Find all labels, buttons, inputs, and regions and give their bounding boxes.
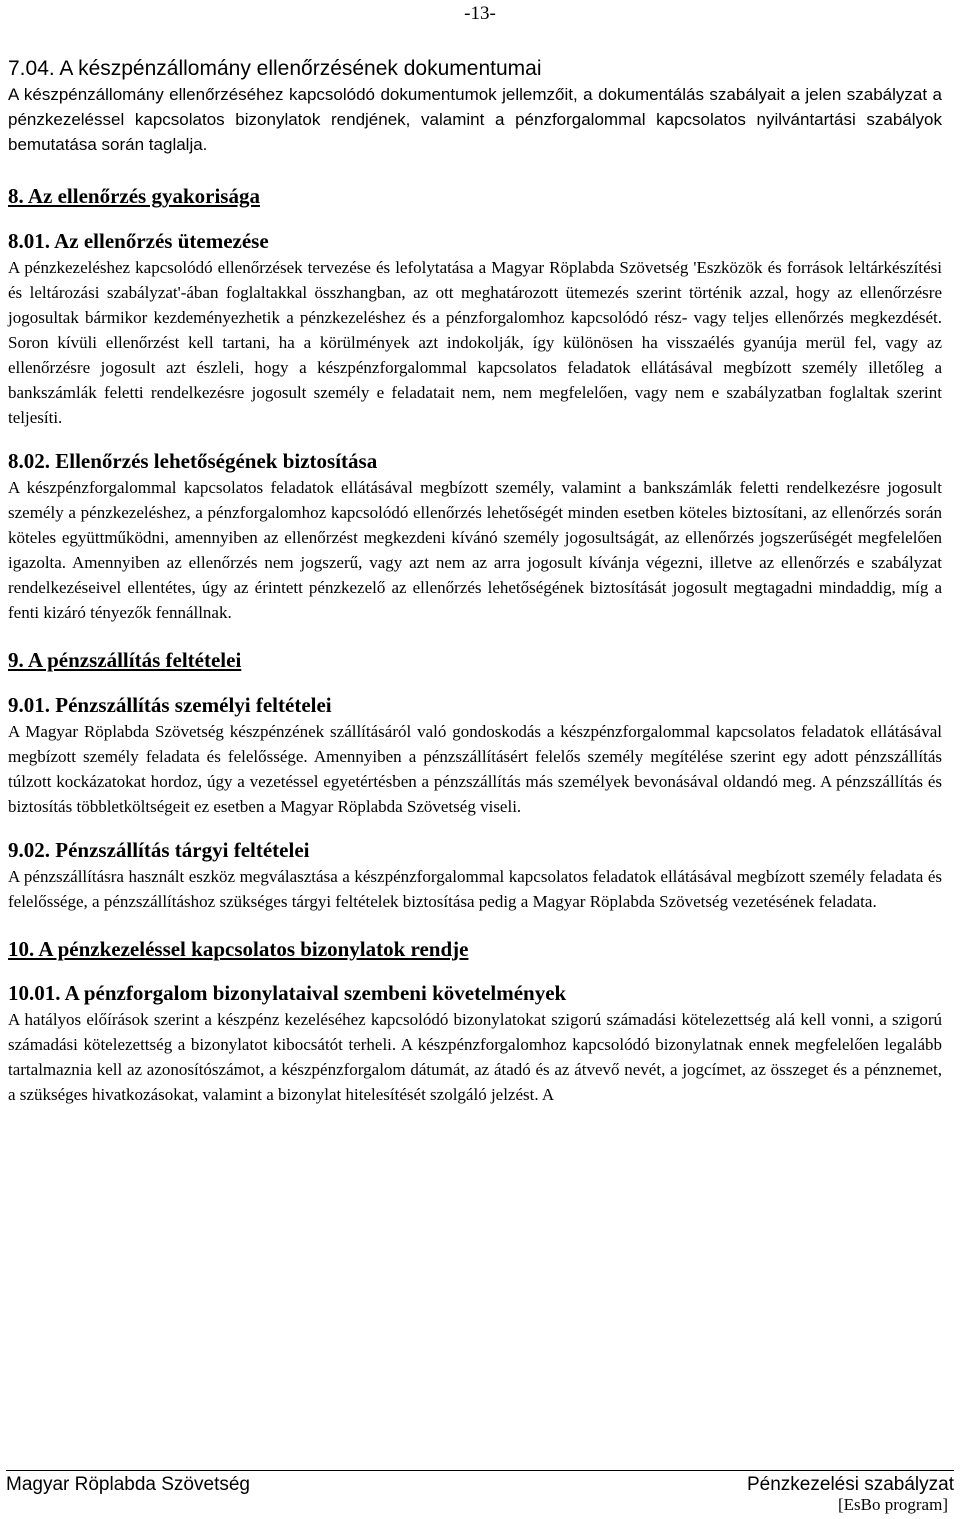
section-heading-10 (8, 936, 942, 963)
section-heading-9 (8, 647, 942, 674)
section-heading-8-02: 8.02. Ellenőrzés lehetőségének biztosítása (8, 449, 378, 473)
section-heading-7-04: 7.04. A készpénzállomány ellenőrzésének dokumentumai (8, 57, 542, 80)
footer-program-label: [EsBo program] (837, 1495, 948, 1514)
section-heading-9-text: 9. A pénzszállítás feltételei (8, 648, 242, 672)
page-number: -13- (464, 3, 496, 24)
section-heading-9-01: 9.01. Pénzszállítás személyi feltételei (8, 693, 332, 717)
footer-organization: Magyar Röplabda Szövetség (6, 1474, 250, 1495)
section-body-8-01: A pénzkezeléshez kapcsolódó ellenőrzések tervezése és lefolytatása a Magyar Röplabda Szövetség 'Eszközök és források leltárkészítési és leltározási szabályzat'-ában foglaltakkal összhangban, az ott meghatározott ütemezés szerint történik azzal, hogy az ellenőrzésre jogosultak bármikor kezdeményezhetik a pénzkezeléshez és a pénzforgalomhoz kapcsolódó rész- vagy teljes ellenőrzés megkezdését. Soron kívüli ellenőrzést kell tartani, ha a körülmények azt indokolják, így különösen ha visszaélés gyanúja merül fel, vagy az ellenőrzésre jogosult azt észleli, hogy a készpénzforgalommal kapcsolatos feladatok ellátásával megbízott személy illetőleg a bankszámlák feletti rendelkezésre jogosult személy e feladatait nem, nem megfelelően, vagy nem e szabályzatban foglaltak szerint teljesíti. (8, 258, 942, 427)
section-body-10-01: A hatályos előírások szerint a készpénz kezeléséhez kapcsolódó bizonylatokat szigorú számadási kötelezettség alá kell vonni, a szigorú számadási kötelezettség a bizonylatot kibocsátót terheli. A készpénzforgalomhoz kapcsolódó bizonylatnak ennek megfelelően legalább tartalmaznia kell az azonosítószámot, a készpénzforgalom dátumát, az átadó és az átvevő nevét, a jogcímet, az összeget és a pénznemet, a szükséges hivatkozásokat, valamint a bizonylat hitelesítését szolgáló jelzést. A (8, 1010, 942, 1104)
document-body (8, 55, 942, 1107)
section-heading-9-02: 9.02. Pénzszállítás tárgyi feltételei (8, 838, 310, 862)
section-heading-10-text: 10. A pénzkezeléssel kapcsolatos bizonylatok rendje (8, 937, 469, 961)
section-heading-8-text: 8. Az ellenőrzés gyakorisága (8, 184, 260, 208)
page-footer (6, 1470, 954, 1499)
section-heading-8-01: 8.01. Az ellenőrzés ütemezése (8, 229, 269, 253)
section-body-8-02: A készpénzforgalommal kapcsolatos feladatok ellátásával megbízott személy, valamint a bankszámlák feletti rendelkezésre jogosult személy a pénzkezeléshez, a pénzforgalomhoz kapcsolódó ellenőrzés lehetőségét minden esetben köteles biztosítani, az ellenőrzés során köteles együttműködni, amennyiben az ellenőrzést megkezdeni kívánó személy jogosultságát, az ellenőrzés jogszerűségét megfelelően igazolta. Amennyiben az ellenőrzés nem jogszerű, vagy azt nem az arra jogosult kívánja végezni, illetve az ellenőrzés e szabályzat rendelkezéseivel ellentétes, úgy az érintett pénzkezelő az ellenőrzés lehetőségének biztosítását jogosult megtagadni mindaddig, míg a fenti kizáró tényezők fennállnak. (8, 478, 942, 622)
footer-document-title: Pénzkezelési szabályzat (747, 1474, 954, 1495)
section-body-9-02: A pénzszállításra használt eszköz megválasztása a készpénzforgalommal kapcsolatos feladatok ellátásával megbízott személy feladata és felelőssége, a pénzszállításhoz szükséges tárgyi feltételek biztosítása pedig a Magyar Röplabda Szövetség vezetésének feladata. (8, 867, 942, 911)
section-body-9-01: A Magyar Röplabda Szövetség készpénzének szállításáról való gondoskodás a készpénzforgalommal kapcsolatos feladatok ellátásával megbízott személy feladata és felelőssége. Amennyiben a pénzszállításért felelős személy megítélése szerint egy adott pénzszállítás túlzott kockázatokat hordoz, úgy a vezetéssel egyetértésben a pénzszállítás más személyek bevonásával oldandó meg. A pénzszállítás és biztosítás többletköltségeit ez esetben a Magyar Röplabda Szövetség viseli. (8, 722, 942, 816)
section-body-7-04: A készpénzállomány ellenőrzéséhez kapcsolódó dokumentumok jellemzőit, a dokumentálás szabályait a jelen szabályzat a pénzkezeléssel kapcsolatos bizonylatok rendjének, valamint a pénzforgalommal kapcsolatos nyilvántartási szabályok bemutatása során taglalja. (8, 85, 942, 154)
section-heading-8 (8, 183, 942, 210)
section-heading-10-01: 10.01. A pénzforgalom bizonylataival szembeni követelmények (8, 981, 567, 1005)
